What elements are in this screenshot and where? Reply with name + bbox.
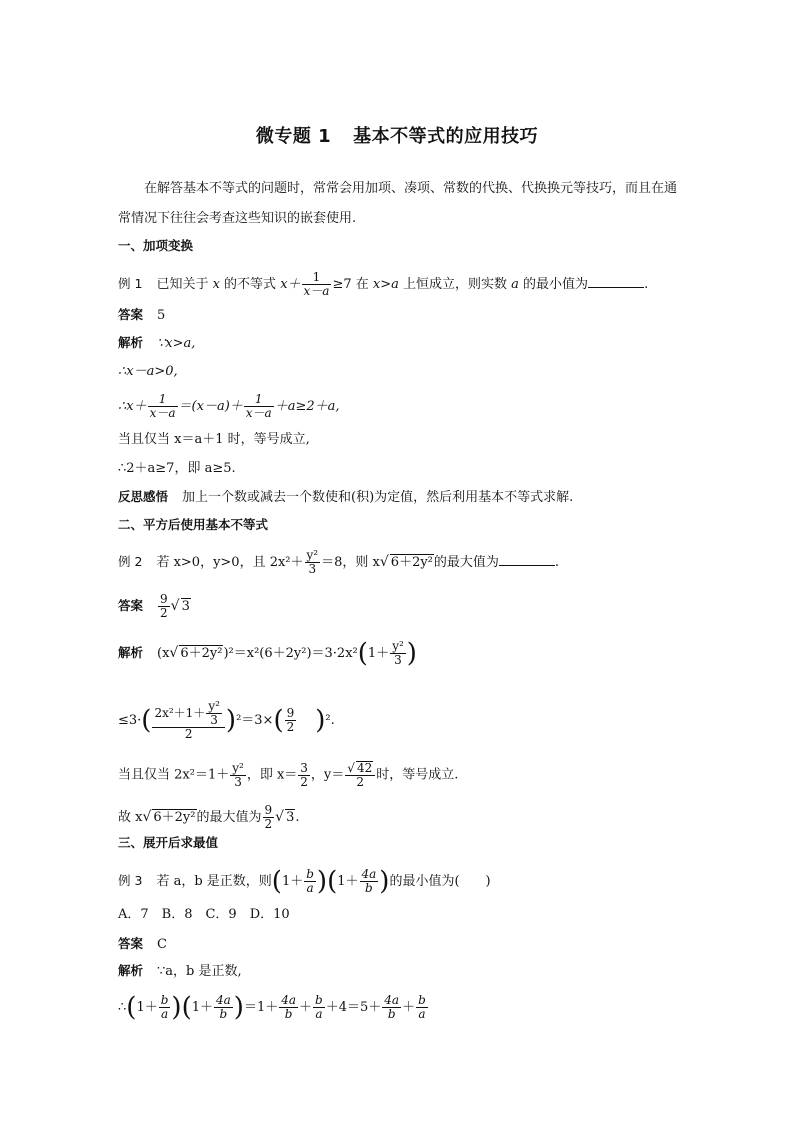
fraction: $\frac{b}{a}$ — [418, 993, 426, 1021]
title-sub: 基本不等式的应用技巧 — [353, 126, 539, 147]
example-2-answer: 答案 $\frac{9}{2}$ √ 3 — [118, 592, 190, 620]
fraction: $\frac{\text{y²}}{3}$ — [392, 639, 404, 667]
fraction: $\frac{9}{2}$ — [264, 803, 273, 831]
answer-blank — [499, 553, 555, 566]
example-3-solution-1: 解析 ∵a，b 是正数, — [118, 963, 242, 979]
fraction: $\frac{9}{2}$ — [160, 592, 168, 620]
example-2-question: 例 2 若 x>0，y>0，且 2x²＋ $\frac{\text{y²}}{3}$ ＝8，则 x√ 6＋2y²的最大值为 . — [118, 548, 560, 576]
example-3-question: 例 3 若 a，b 是正数，则(1＋ $\frac{b}{a}$ )(1＋ $\frac{4a}{b}$ )的最小值为( ) — [118, 866, 491, 897]
fraction: 2x²＋1＋ $\frac{\text{y²}}{3}$ 2 — [152, 700, 224, 741]
example-1-reflection: 反思感悟 加上一个数或减去一个数使和(积)为定值，然后利用基本不等式求解. — [118, 489, 574, 505]
fraction: $\frac{4a}{b}$ — [281, 993, 297, 1021]
section-heading-2: 二、平方后使用基本不等式 — [118, 517, 269, 532]
example-3-answer: 答案 C — [118, 936, 167, 952]
page-title — [0, 122, 794, 148]
fraction: $\frac{b}{a}$ — [160, 993, 169, 1021]
answer-blank — [588, 275, 644, 288]
example-1-solution-2: ∴x－a>0, — [118, 364, 178, 379]
example-1-solution-3: ∴x＋ $\frac{1}{x-a}$ ＝(x－a)＋ $\frac{1}{x-a}$ ＋a≥2＋a, — [118, 392, 340, 420]
example-3-options: A．7 B．8 C．9 D．10 — [118, 907, 290, 922]
fraction: $\frac{4a}{b}$ — [384, 993, 400, 1021]
fraction: $\frac{b}{a}$ — [315, 993, 323, 1021]
example-1-solution-4: 当且仅当 x＝a＋1 时，等号成立, — [118, 432, 310, 447]
fraction: $\frac{\text{y²}}{3}$ — [232, 760, 244, 789]
title-main: 微专题 1 — [255, 126, 332, 147]
fraction: $\frac{1}{x-a}$ — [245, 392, 272, 420]
section-heading-3: 三、展开后求最值 — [118, 835, 219, 850]
example-2-solution-1: 解析 (x√ 6＋2y²)²＝x²(6＋2y²)＝3·2x²(1＋ $\frac{\text{y²}}{3}$ ) — [118, 638, 417, 669]
example-1-solution-1: 解析 ∵x>a, — [118, 335, 196, 351]
example-1-question: 例 1 已知关于 x 的不等式 x＋ $\frac{1}{x-a}$ ≥7 在 x>a 上恒成立，则实数 a 的最小值为 . — [118, 270, 649, 298]
fraction: $\frac{1}{x-a}$ — [149, 392, 176, 420]
example-3-solution-2: ∴(1＋ $\frac{b}{a}$ )(1＋ $\frac{4a}{b}$ )＝1＋ $\frac{4a}{b}$ ＋ $\frac{b}{a}$ ＋4＝5＋ $\frac{4a}{b}$ ＋ $\frac{b}{a}$ — [118, 992, 426, 1023]
fraction: $\frac{√ 42}{2}$ — [345, 761, 375, 789]
example-2-solution-2: ≤3·( 2x²＋1＋ $\frac{\text{y²}}{3}$ 2 )²＝3×( $\frac{9}{2}$ )². — [118, 699, 335, 741]
example-1-solution-5: ∴2＋a≥7，即 a≥5. — [118, 461, 236, 476]
fraction: $\frac{4a}{b}$ — [361, 867, 377, 895]
example-2-conclusion: 故 x√ 6＋2y²的最大值为 $\frac{9}{2}$ √ 3. — [118, 803, 300, 831]
fraction: $\frac{3}{2}$ — [300, 760, 308, 789]
intro-paragraph: 在解答基本不等式的问题时，常常会用加项、凑项、常数的代换、代换换元等技巧，而且在通常情况下往往会考查这些知识的嵌套使用. — [118, 181, 678, 226]
example-1-answer: 答案 5 — [118, 307, 166, 323]
fraction: $\frac{\text{y²}}{3}$ — [306, 548, 319, 576]
radical: 6＋2y² — [390, 555, 433, 570]
fraction: $\frac{b}{a}$ — [306, 867, 314, 895]
section-heading-1: 一、加项变换 — [118, 238, 194, 253]
fraction: $\frac{1}{x-a}$ — [303, 270, 330, 298]
fraction: $\frac{4a}{b}$ — [216, 993, 231, 1021]
fraction: $\frac{9}{2}$ — [286, 706, 295, 734]
example-2-solution-3: 当且仅当 2x²＝1＋ $\frac{\text{y²}}{3}$ ，即 x＝ $\frac{3}{2}$ ，y＝ $\frac{√ 42}{2}$ 时，等号成立. — [118, 760, 459, 789]
